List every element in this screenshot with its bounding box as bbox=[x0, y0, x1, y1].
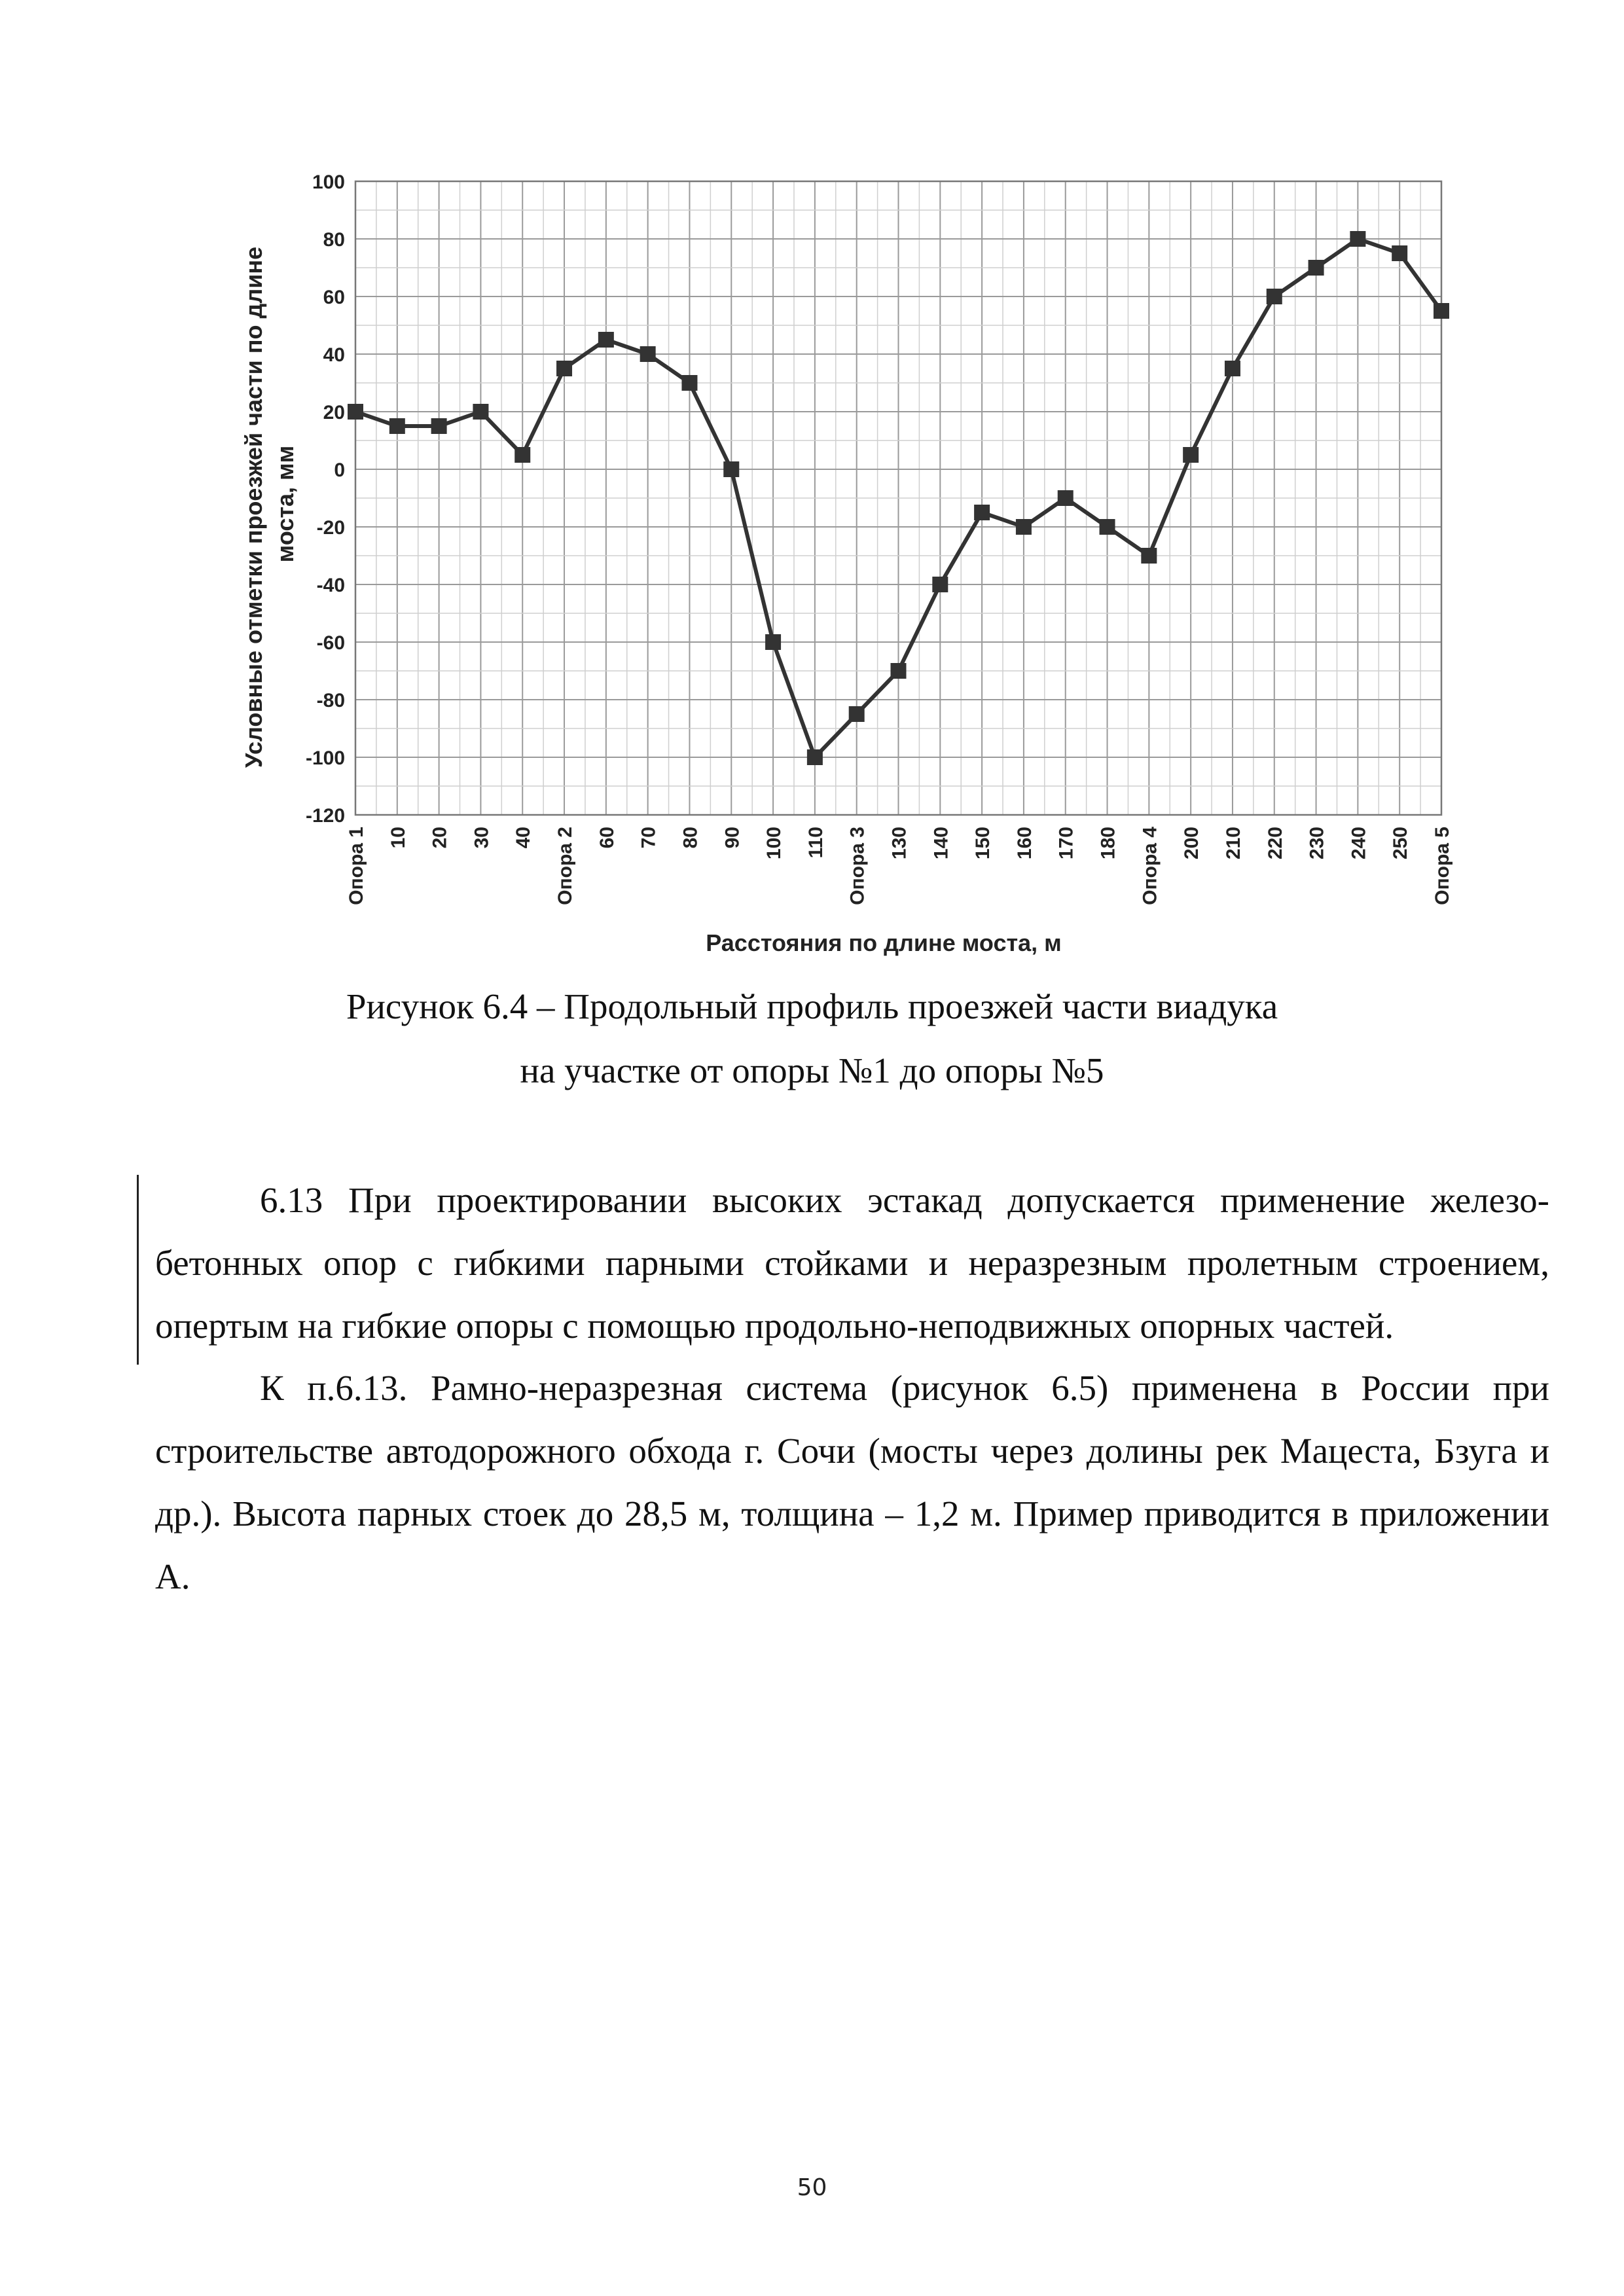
figure-caption-line-2: на участке от опоры №1 до опоры №5 bbox=[520, 1050, 1104, 1090]
data-point bbox=[681, 375, 697, 391]
x-tick-label: 150 bbox=[972, 827, 994, 860]
data-point bbox=[1308, 260, 1324, 276]
data-point bbox=[891, 663, 907, 679]
data-point bbox=[1058, 490, 1074, 506]
y-tick-label: 0 bbox=[334, 459, 345, 481]
data-point bbox=[1350, 231, 1365, 247]
data-point bbox=[1183, 447, 1199, 463]
x-tick-label: 210 bbox=[1222, 827, 1244, 860]
x-tick-label: 100 bbox=[763, 827, 785, 860]
x-tick-label: 30 bbox=[471, 827, 493, 849]
paragraph-k-6-13 bbox=[155, 1357, 1549, 1608]
data-point bbox=[348, 404, 363, 420]
data-point bbox=[473, 404, 488, 420]
x-tick-label: Опора 5 bbox=[1432, 827, 1453, 905]
data-point bbox=[1267, 289, 1282, 304]
data-point bbox=[849, 706, 865, 722]
x-tick-label: 160 bbox=[1013, 827, 1036, 860]
y-tick-label: 80 bbox=[323, 229, 345, 251]
x-tick-label: Опора 4 bbox=[1139, 827, 1161, 905]
figure-caption-line-1: Рисунок 6.4 – Продольный профиль проезжей части виадука bbox=[346, 986, 1278, 1026]
data-point bbox=[723, 461, 739, 477]
x-tick-label: 60 bbox=[596, 827, 618, 849]
data-point bbox=[932, 577, 948, 592]
paragraph-text: К п.6.13. Рамно-неразрезная система (рисунок 6.5) применена в России при строительстве автодорожного обхода г. Сочи (мосты через долины рек Мацеста, Бзуга и др.). Высота парных стоек до 28,5 м, толщина – 1,2 м. Пример приводится в приложении А. bbox=[155, 1368, 1549, 1596]
x-tick-label: 140 bbox=[930, 827, 952, 860]
y-tick-label: 60 bbox=[323, 287, 345, 308]
data-point bbox=[1434, 303, 1449, 319]
profile-chart bbox=[223, 157, 1486, 962]
y-tick-label: -40 bbox=[316, 575, 345, 596]
y-tick-label: -60 bbox=[316, 632, 345, 654]
y-tick-label: -20 bbox=[316, 517, 345, 539]
y-tick-label: -80 bbox=[316, 690, 345, 711]
data-point bbox=[431, 418, 447, 434]
data-point bbox=[974, 505, 990, 520]
x-tick-label: Опора 2 bbox=[554, 827, 577, 905]
x-axis-label: Расстояния по длине моста, м bbox=[706, 929, 1062, 956]
data-point bbox=[640, 346, 656, 362]
paragraph-text: 6.13 При проектировании высоких эстакад допускается применение железобетонных опор с гибкими парными стойками и неразрезным пролетным строением, опертым на гибкие опоры с помощью продольно-неподвижных опорных частей. bbox=[155, 1180, 1549, 1346]
x-tick-label: Опора 3 bbox=[846, 827, 869, 905]
data-point bbox=[1392, 245, 1407, 261]
data-point bbox=[514, 447, 530, 463]
x-tick-label: 250 bbox=[1390, 827, 1412, 860]
x-tick-label: 200 bbox=[1181, 827, 1203, 860]
y-tick-label: 20 bbox=[323, 402, 345, 423]
data-point bbox=[556, 361, 572, 376]
x-tick-label: 230 bbox=[1306, 827, 1328, 860]
x-tick-label: 130 bbox=[888, 827, 911, 860]
y-tick-label: -120 bbox=[305, 805, 345, 827]
x-tick-label: 80 bbox=[679, 827, 702, 849]
margin-change-bar bbox=[137, 1175, 139, 1365]
y-axis-ticks bbox=[306, 171, 345, 827]
chart-grid bbox=[355, 181, 1441, 815]
x-axis-ticks bbox=[346, 827, 1453, 905]
x-tick-label: 40 bbox=[513, 827, 535, 849]
y-tick-label: 100 bbox=[312, 171, 345, 193]
data-point bbox=[1141, 548, 1157, 564]
data-point bbox=[1100, 519, 1115, 535]
x-tick-label: 20 bbox=[429, 827, 451, 849]
y-axis-label: Условные отметки проезжей части по длине моста, мм bbox=[240, 246, 298, 768]
y-tick-label: 40 bbox=[323, 344, 345, 366]
data-point bbox=[598, 332, 614, 348]
data-point bbox=[1225, 361, 1240, 376]
x-tick-label: 10 bbox=[387, 827, 409, 849]
page-number: 50 bbox=[797, 2174, 827, 2201]
x-tick-label: 110 bbox=[804, 827, 827, 859]
x-tick-label: 180 bbox=[1097, 827, 1119, 860]
x-tick-label: 170 bbox=[1055, 827, 1077, 860]
x-tick-label: 220 bbox=[1264, 827, 1286, 860]
x-tick-label: 70 bbox=[638, 827, 660, 849]
x-tick-label: 240 bbox=[1348, 827, 1370, 860]
y-tick-label: -100 bbox=[305, 747, 345, 769]
paragraph-6-13 bbox=[155, 1169, 1549, 1357]
data-point bbox=[1016, 519, 1032, 535]
x-tick-label: 90 bbox=[721, 827, 744, 849]
data-point bbox=[807, 749, 823, 765]
data-point bbox=[765, 634, 781, 650]
x-tick-label: Опора 1 bbox=[346, 827, 367, 905]
data-point bbox=[389, 418, 405, 434]
